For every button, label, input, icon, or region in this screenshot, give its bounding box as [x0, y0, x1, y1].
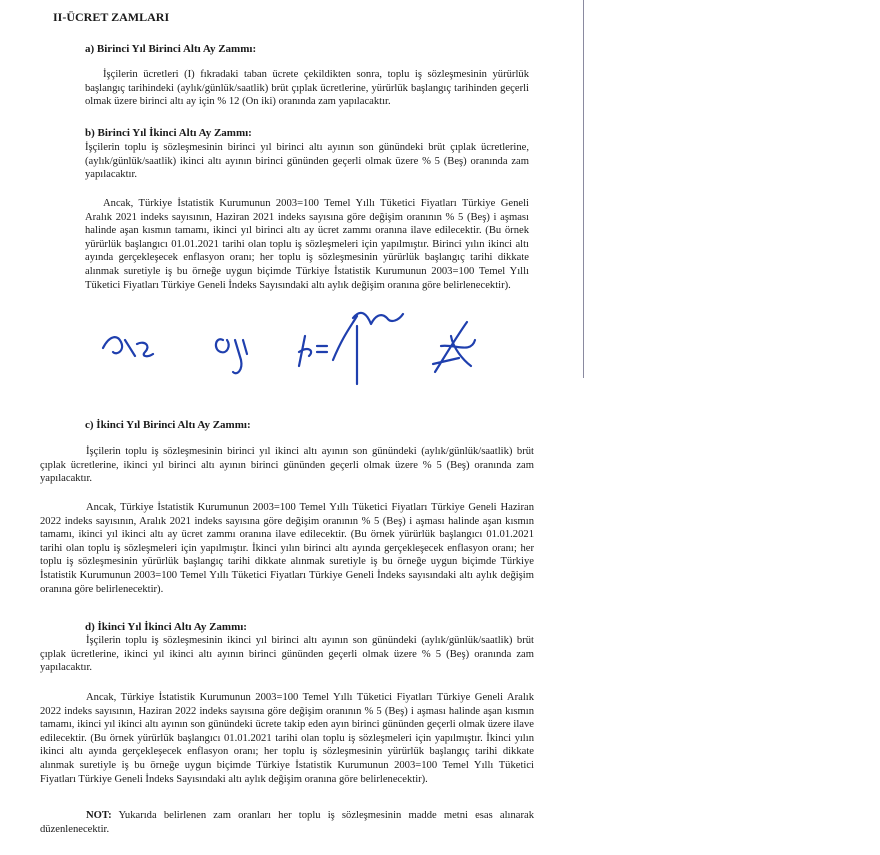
paragraph-b-1: İşçilerin toplu iş sözleşmesinin birinci yıl birinci altı ayının son günündeki brüt çıplak ücretlerine, (aylık/günlük/saatlik) ikinci altı ayının birinci gününden geçerli olmak üzere % 5 (Beş) oranında zam yapılacaktır. [85, 142, 529, 181]
paragraph-a-1: İşçilerin ücretleri (I) fıkradaki taban ücrete çekildikten sonra, toplu iş sözleşmesinin yürürlük başlangıç tarihindeki (aylık/günlük/saatlik) brüt çıplak ücretlerine, yürürlük başlangıç tarihinden geçerli olmak üzere birinci altı ay için % 12 (On iki) oranında zam yapılacaktır. [85, 69, 529, 108]
heading-d: d) İkinci Yıl İkinci Altı Ay Zammı: [85, 621, 247, 633]
heading-a: a) Birinci Yıl Birinci Altı Ay Zammı: [85, 43, 257, 55]
note-label: NOT: [86, 810, 112, 821]
heading-b: b) Birinci Yıl İkinci Altı Ay Zammı: [85, 127, 252, 139]
margin-line [583, 0, 584, 378]
note-text: Yukarıda belirlenen zam oranları her toplu iş sözleşmesinin madde metni esas alınarak düzenlenecektir. [40, 810, 534, 835]
signatures [95, 296, 495, 396]
paragraph-b-2: Ancak, Türkiye İstatistik Kurumunun 2003=100 Temel Yıllı Tüketici Fiyatları Türkiye Geneli Aralık 2021 indeks sayısının, Haziran 2021 indeks sayısına göre değişim oranının % 5 (Beş) i aşması halinde aşan kısmın tamamı, ikinci yıl birinci altı ay ücret zammı oranına ilave edilecektir. (Bu örnek yürürlük başlangıcı 01.01.2021 tarihi olan toplu iş sözleşmeleri için yapılmıştır. Birinci yılın ikinci altı ayında gerçekleşecek enflasyon oranı; her toplu iş sözleşmesinin yürürlük başlangıç tarihi dikkate alınmak suretiyle iş bu örneğe uygun biçimde Türkiye İstatistik Kurumunun 2003=100 Temel Yıllı Tüketici Fiyatları Türkiye Geneli İndeks Sayısındaki altı aylık değişim oranına göre belirlenecektir). [85, 198, 529, 291]
paragraph-c-2: Ancak, Türkiye İstatistik Kurumunun 2003=100 Temel Yıllı Tüketici Fiyatları Türkiye Geneli Haziran 2022 indeks sayısının, Aralık 2021 indeks sayısına göre değişim oranının % 5 (Beş) i aşması halinde aşan kısmın tamamı, ikinci yıl ikinci altı ay ücret zammı oranına ilave edilecektir. (Bu örnek yürürlük başlangıcı 01.01.2021 tarihi olan toplu iş sözleşmeleri için yapılmıştır. İkinci yılın birinci altı ayında gerçekleşecek enflasyon oranı; her toplu iş sözleşmesinin yürürlük başlangıç tarihi dikkate alınmak suretiyle iş bu örneğe uygun biçimde Türkiye İstatistik Kurumunun 2003=100 Temel Yıllı Tüketici Fiyatları Türkiye Geneli İndeks sayısındaki altı aylık değişim oranına göre belirlenecektir). [40, 502, 534, 595]
paragraph-c-1: İşçilerin toplu iş sözleşmesinin birinci yıl ikinci altı ayının son günündeki (aylık/günlük/saatlik) brüt çıplak ücretlerine, ikinci yıl birinci altı ayının birinci gününden geçerli olmak üzere % 5 (Beş) oranında zam yapılacaktır. [40, 446, 534, 485]
note-paragraph [40, 809, 534, 836]
paragraph-d-1: İşçilerin toplu iş sözleşmesinin ikinci yıl birinci altı ayının son günündeki (aylık/günlük/saatlik) brüt çıplak ücretlerine, ikinci yıl ikinci altı ayının birinci gününden geçerli olmak üzere % 5 (Beş) oranında zam yapılacaktır. [40, 635, 534, 674]
section-title: II-ÜCRET ZAMLARI [53, 10, 170, 24]
heading-c: c) İkinci Yıl Birinci Altı Ay Zammı: [85, 419, 251, 431]
paragraph-d-2: Ancak, Türkiye İstatistik Kurumunun 2003=100 Temel Yıllı Tüketici Fiyatları Türkiye Geneli Aralık 2022 indeks sayısının, Haziran 2022 indeks sayısına göre değişim oranının % 5 (Beş) i aşması halinde aşan kısmın tamamı, ikinci yıl ikinci altı ayının son günündeki ücrete takip eden ayın birinci gününden geçerli olmak üzere ilave edilecektir. (Bu örnek yürürlük başlangıcı 01.01.2021 tarihi olan toplu iş sözleşmeleri için yapılmıştır. İkinci yılın ikinci altı ayında gerçekleşecek enflasyon oranı; her toplu iş sözleşmesinin yürürlük başlangıç tarihi dikkate alınmak suretiyle iş bu örneğe uygun biçimde Türkiye İstatistik Kurumunun 2003=100 Temel Yıllı Tüketici Fiyatları Türkiye Geneli İndeks Sayısındaki altı aylık değişim oranına göre belirlenecektir). [40, 692, 534, 785]
